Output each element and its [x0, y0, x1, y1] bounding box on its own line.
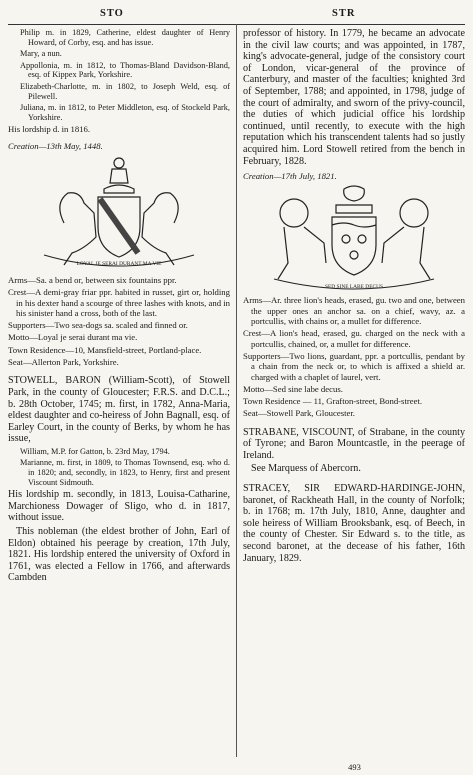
supporters-blazon: Supporters—Two sea-dogs sa. scaled and finned or. [8, 320, 188, 331]
crest-motto-banner: LOYAL JE SERAI DURANT MA VIE [76, 260, 162, 267]
creation-date: Creation—17th July, 1821. [243, 171, 337, 182]
stowell-entry: STOWELL, BARON (William-Scott), of Stowell Park, in the county of Gloucester; F.R.S. and D.C.L.; b. 28th October, 1745; m. first, in 1782, Anna-Maria, eldest daughter and co-heiress of John Bagnall, esq. of Earley Court, in the county of Berks, by whom he has issue, [8, 375, 230, 445]
motto-text: Motto—Sed sine labe decus. [243, 383, 343, 394]
page-number: 493 [348, 762, 361, 772]
column-divider [236, 24, 237, 757]
issue-entry: Elizabeth-Charlotte, m. in 1802, to Joseph Weld, esq. of Pilewell. [20, 81, 230, 101]
stowell-coat-of-arms-icon [254, 183, 454, 293]
supporters-blazon: Supporters—Two lions, guardant, ppr. a portcullis, pendant by a chain from the neck or, to which is affixed a shield ar. charged with a chaplet of laurel, vert. [243, 350, 465, 382]
crest-motto-banner: SED SINE LABE DECUS [325, 284, 383, 291]
stracey-entry: STRACEY, SIR EDWARD-HARDINGE-JOHN, baronet, of Rackheath Hall, in the county of Norfolk; b. in 1768; m. 17th July, 1810, Anne, daughter and sole heiress of William Brooksbank, esq. of Beech, in the county of Chester. Sir Edward s. to the title, as second baronet, at the decease of his father, 16th January, 1829. [243, 483, 465, 564]
strabane-see-also: See Marquess of Abercorn. [251, 463, 361, 475]
death-note: His lordship d. in 1816. [8, 124, 91, 135]
seat: Seat—Stowell Park, Gloucester. [243, 408, 355, 419]
issue-entry: William, M.P. for Gatton, b. 23rd May, 1794. [20, 446, 170, 456]
town-residence: Town Residence—10, Mansfield-street, Portland-place. [8, 344, 202, 355]
crest-blazon: Crest—A demi-gray friar ppr. habited in russet, girt or, holding in his dexter hand a scourge of three lashes with knots, and in his sinister hand a cross, both of the last. [8, 287, 230, 318]
biography-start: This nobleman (the eldest brother of John, Earl of Eldon) obtained his peerage by creation, 17th July, 1821. His lordship entered the university of Oxford in 1761, was elected a Fellow in 1766, and afterwards Cambden [8, 526, 230, 584]
arms-blazon: Arms—Sa. a bend or, between six fountains ppr. [8, 274, 177, 285]
issue-entry: Juliana, m. in 1812, to Peter Middleton, esq. of Stockeld Park, Yorkshire. [20, 103, 230, 122]
town-residence: Town Residence — 11, Grafton-street, Bond-street. [243, 396, 423, 407]
creation-date: Creation—13th May, 1448. [8, 140, 103, 151]
issue-entry: Mary, a nun. [20, 49, 62, 59]
second-marriage: His lordship m. secondly, in 1813, Louisa-Catharine, Marchioness Dowager of Sligo, who d. in 1817, without issue. [8, 489, 230, 524]
issue-entry: Appollonia, m. in 1812, to Thomas-Bland Davidson-Bland, esq. of Kippex Park, Yorkshire. [20, 60, 230, 80]
stourton-coat-of-arms-icon [24, 153, 214, 273]
crest-blazon: Crest—A lion's head, erased, gu. charged on the neck with a portcullis, chained, or, a mullet for difference. [243, 328, 465, 349]
issue-entry: Philip m. in 1829, Catherine, eldest daughter of Henry Howard, of Corby, esq. and has issue. [20, 28, 230, 47]
issue-entry: Marianne, m. first, in 1809, to Thomas Townsend, esq. who d. in 1820; and, secondly, in 1823, to Henry, first and present Viscount Sidmouth. [20, 458, 230, 487]
left-column [8, 28, 230, 586]
running-head-left: STO [100, 8, 124, 19]
strabane-entry: STRABANE, VISCOUNT, of Strabane, in the county of Tyrone; and Baron Mountcastle, in the peerage of Ireland. [243, 426, 465, 461]
running-head-right: STR [332, 8, 356, 19]
seat: Seat—Allerton Park, Yorkshire. [8, 357, 119, 368]
right-column [243, 28, 465, 566]
biography-continued: professor of history. In 1779, he became an advocate in the civil law courts; and was appointed, in 1787, king's advocate-general, judge of the consistory court of London, vicar-general of the province of Canterbury, and master of the faculties; knighted 3rd of September, 1788; and appointed, in 1798, judge of the court of admiralty, and sworn of the privy-council, the duties of which judicial office his lordship continued, until recently, to execute with the high reputation which his transcendent talents had so justly acquired him. Lord Stowell retired from the bench in February, 1828. [243, 28, 465, 167]
arms-blazon: Arms—Ar. three lion's heads, erased, gu. two and one, between the upper ones an anchor sa. on a chief, wavy, az. a portcullis, with chains or, a mullet for difference. [243, 295, 465, 327]
motto-text: Motto—Loyal je serai durant ma vie. [8, 332, 138, 343]
